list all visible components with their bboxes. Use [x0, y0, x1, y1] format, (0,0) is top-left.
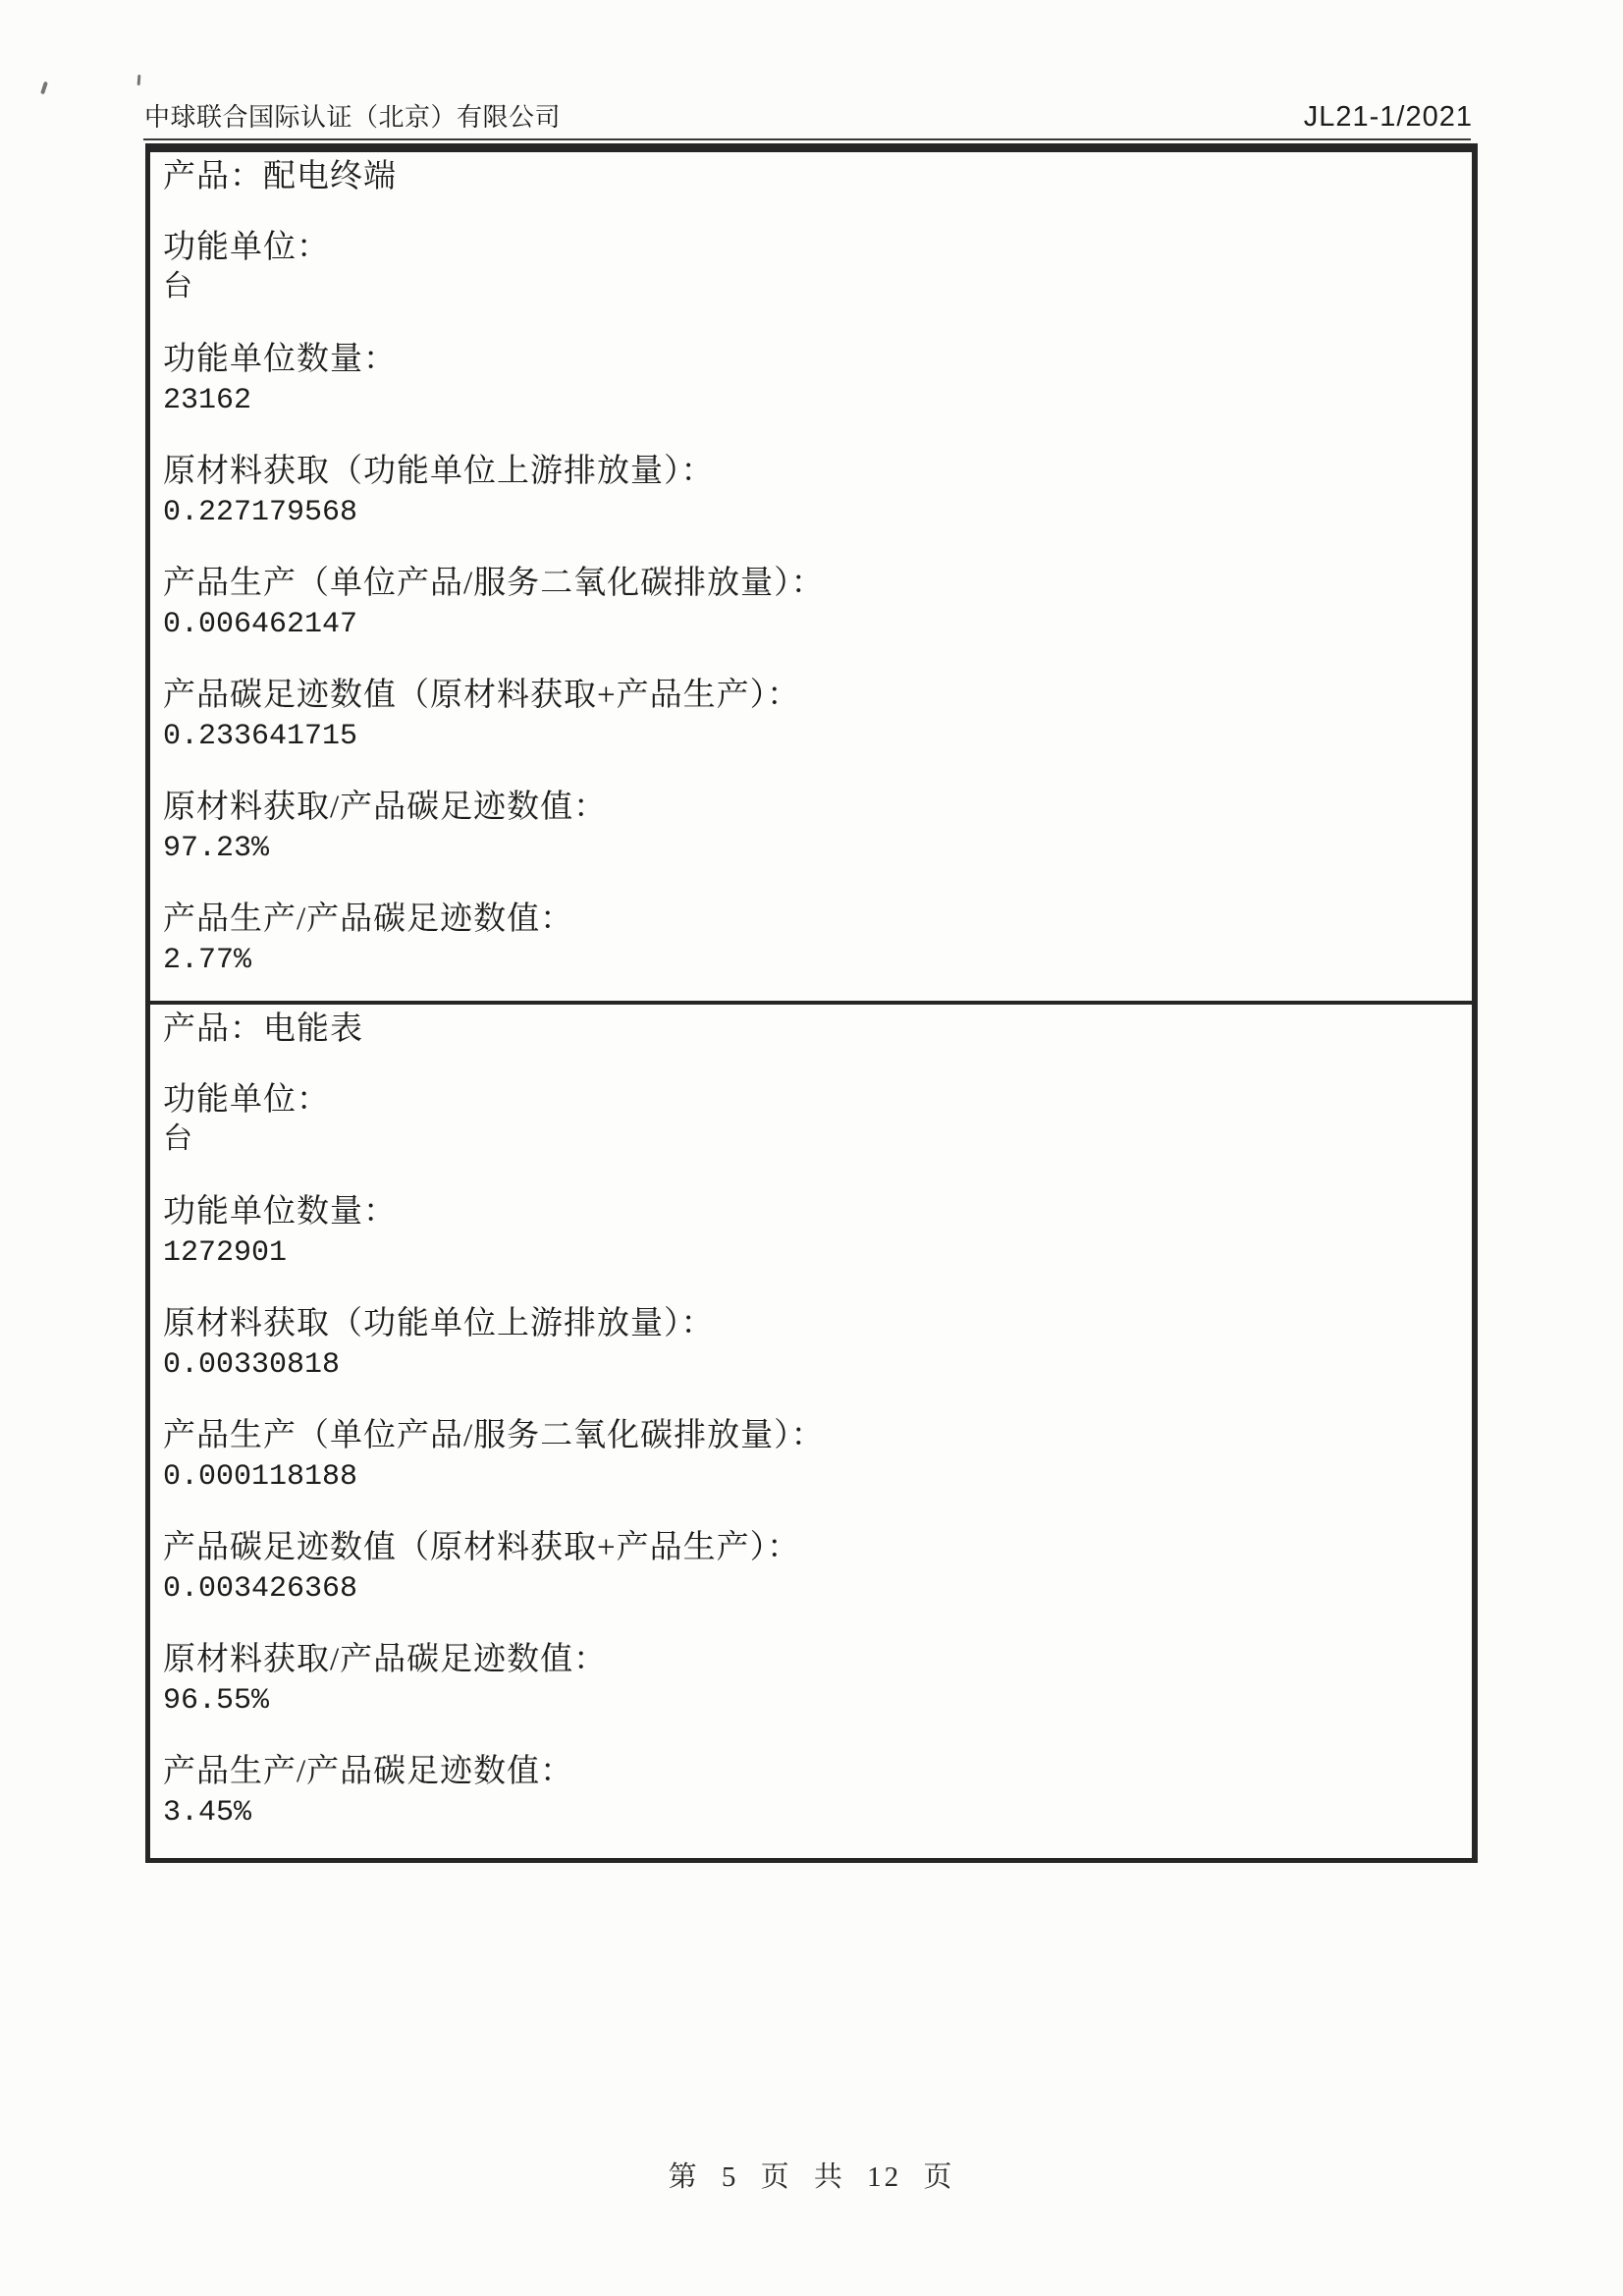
company-name: 中球联合国际认证（北京）有限公司 [144, 103, 562, 132]
field-label: 产品生产/产品碳足迹数值： [163, 902, 574, 937]
field-value: 台 [163, 272, 192, 305]
field-label: 原材料获取（功能单位上游排放量）： [163, 454, 715, 489]
field-group [163, 1751, 1456, 1833]
field-value: 0.000118188 [163, 1460, 358, 1494]
field-label: 产品碳足迹数值（原材料获取+产品生产）： [163, 1530, 801, 1565]
product-block-diannengbiao [150, 1005, 1472, 1858]
product-title-label: 产品： [163, 1011, 263, 1047]
field-group [163, 1191, 1456, 1274]
document-number: JL21-1/2021 [1303, 101, 1473, 133]
field-group [163, 1415, 1456, 1498]
field-value: 0.006462147 [163, 608, 358, 641]
product-title-row [163, 156, 1456, 197]
field-value: 97.23% [163, 832, 270, 865]
header-rule [143, 138, 1471, 140]
field-group [163, 563, 1456, 645]
field-group [163, 1079, 1456, 1162]
field-label: 功能单位： [163, 230, 330, 265]
field-value: 台 [163, 1124, 192, 1158]
product-title-value: 电能表 [263, 1011, 363, 1047]
field-group [163, 1303, 1456, 1386]
field-group [163, 1639, 1456, 1722]
field-group [163, 1527, 1456, 1610]
field-label: 原材料获取/产品碳足迹数值： [163, 790, 608, 825]
field-value: 0.00330818 [163, 1348, 341, 1382]
field-group [163, 675, 1456, 757]
field-value: 3.45% [163, 1796, 252, 1830]
field-label: 产品碳足迹数值（原材料获取+产品生产）： [163, 678, 801, 713]
field-value: 1272901 [163, 1236, 288, 1270]
field-group [163, 451, 1456, 533]
field-group [163, 339, 1456, 421]
page-header [144, 96, 1473, 134]
product-block-peidian-zhongduan [150, 152, 1472, 1005]
field-value: 96.55% [163, 1684, 270, 1718]
product-title-label: 产品： [163, 159, 263, 194]
field-group [163, 227, 1456, 309]
field-value: 0.233641715 [163, 720, 358, 753]
field-group [163, 899, 1456, 981]
field-label: 功能单位： [163, 1082, 330, 1118]
field-group [163, 787, 1456, 869]
page-number: 第 5 页 共 12 页 [668, 2161, 955, 2193]
scan-speck [40, 82, 48, 95]
field-value: 2.77% [163, 944, 252, 977]
product-title-value: 配电终端 [263, 159, 397, 194]
field-label: 功能单位数量： [163, 342, 397, 377]
field-value: 0.003426368 [163, 1572, 358, 1606]
field-label: 产品生产/产品碳足迹数值： [163, 1754, 574, 1789]
field-label: 原材料获取/产品碳足迹数值： [163, 1642, 608, 1677]
field-value: 23162 [163, 384, 252, 417]
product-title-row [163, 1009, 1456, 1050]
field-value: 0.227179568 [163, 496, 358, 529]
field-label: 功能单位数量： [163, 1194, 397, 1230]
field-label: 原材料获取（功能单位上游排放量）： [163, 1306, 715, 1341]
product-table [145, 143, 1478, 1863]
field-label: 产品生产（单位产品/服务二氧化碳排放量）： [163, 1418, 825, 1453]
scan-speck [137, 75, 141, 85]
field-label: 产品生产（单位产品/服务二氧化碳排放量）： [163, 566, 825, 601]
